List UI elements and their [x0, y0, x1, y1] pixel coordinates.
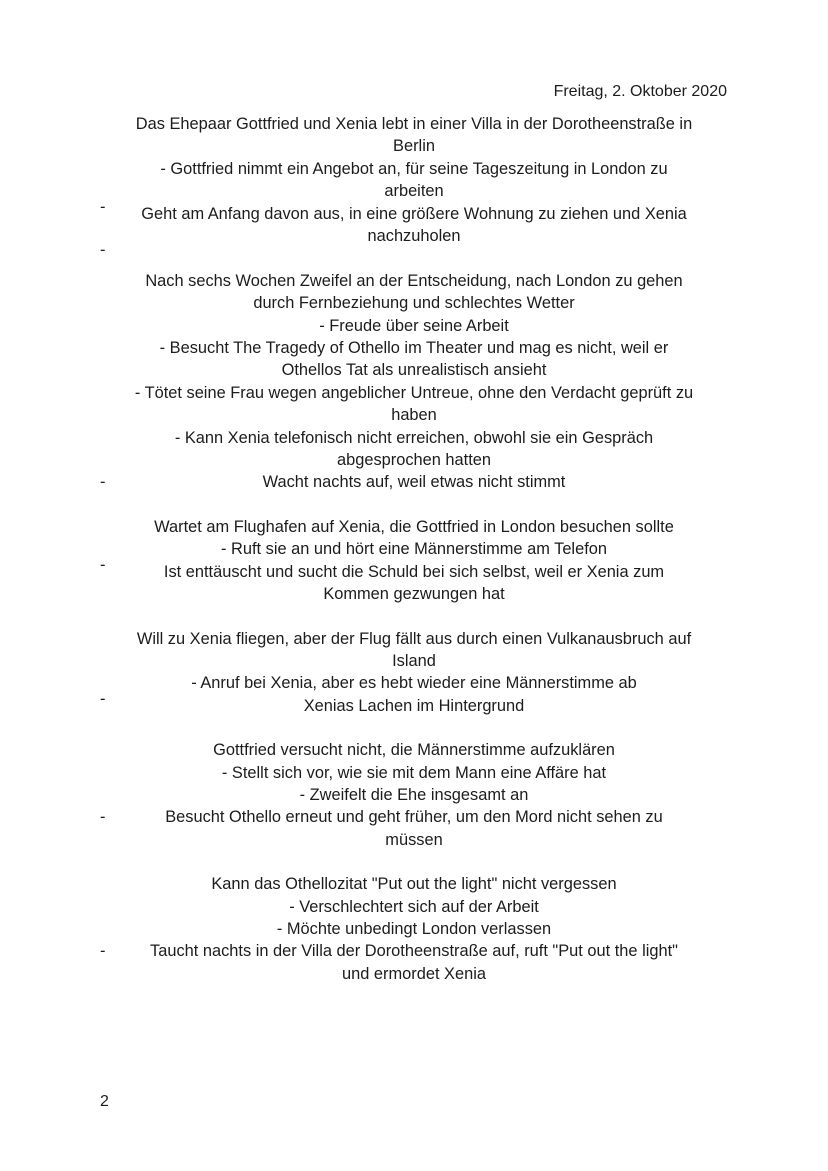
note-line: - Zweifelt die Ehe insgesamt an	[299, 785, 529, 804]
bullet-dash: -	[100, 808, 106, 827]
note-text: Xenias Lachen im Hintergrund	[303, 696, 525, 715]
note-line: - Stellt sich vor, wie sie mit dem Mann eine Affäre hat	[221, 763, 607, 782]
note-line-with-bullet	[100, 555, 728, 583]
bullet-dash: -	[100, 555, 106, 574]
note-line: - Freude über seine Arbeit	[319, 316, 509, 335]
note-line-with-bullet	[100, 471, 728, 493]
bullet-dash: -	[100, 942, 106, 961]
page-number: 2	[100, 1093, 109, 1110]
note-line: - Kann Xenia telefonisch nicht erreichen, obwohl sie ein Gespräch	[174, 428, 654, 447]
document-date: Freitag, 2. Oktober 2020	[553, 83, 727, 100]
note-line: Kommen gezwungen hat	[323, 585, 505, 604]
section-2	[100, 270, 728, 494]
bullet-dash: -	[100, 689, 106, 708]
note-line: - Gottfried nimmt ein Angebot an, für seine Tageszeitung in London zu	[160, 159, 668, 178]
notes-body	[100, 113, 728, 1007]
note-line: Berlin	[393, 137, 435, 156]
empty-bullet-line	[100, 241, 728, 269]
note-line: Das Ehepaar Gottfried und Xenia lebt in einer Villa in der Dorotheenstraße in	[135, 115, 693, 133]
note-line: - Verschlechtert sich auf der Arbeit	[289, 897, 539, 916]
note-line: arbeiten	[384, 182, 444, 201]
note-line-with-bullet	[100, 689, 728, 717]
note-text: Taucht nachts in der Villa der Dorotheenstraße auf, ruft "Put out the light"	[150, 942, 678, 961]
bullet-dash: -	[100, 241, 106, 260]
section-4	[100, 628, 728, 718]
section-5	[100, 739, 728, 851]
bullet-dash: -	[100, 197, 106, 216]
note-line-with-bullet	[100, 806, 728, 828]
note-line-with-bullet	[100, 940, 728, 962]
note-line: müssen	[385, 830, 443, 849]
section-6	[100, 873, 728, 985]
note-line-with-bullet	[100, 197, 728, 225]
note-text: Geht am Anfang davon aus, in eine größere Wohnung zu ziehen und Xenia	[141, 204, 687, 223]
note-line: Othellos Tat als unrealistisch ansieht	[281, 361, 547, 380]
bullet-dash: -	[100, 473, 106, 492]
note-line: Island	[392, 651, 436, 670]
note-line: Gottfried versucht nicht, die Männerstimme aufzuklären	[213, 741, 615, 760]
note-line: durch Fernbeziehung und schlechtes Wetter	[253, 294, 575, 313]
note-line: nachzuholen	[367, 227, 461, 246]
section-1	[100, 113, 728, 270]
note-line: - Besucht The Tragedy of Othello im Theater und mag es nicht, weil er	[159, 339, 669, 358]
note-line: haben	[391, 406, 437, 425]
note-line: Wartet am Flughafen auf Xenia, die Gottfried in London besuchen sollte	[154, 517, 674, 536]
section-3	[100, 516, 728, 606]
note-line: Kann das Othellozitat "Put out the light" nicht vergessen	[211, 875, 617, 894]
note-line: abgesprochen hatten	[336, 451, 491, 470]
note-text: Besucht Othello erneut und geht früher, um den Mord nicht sehen zu	[165, 808, 663, 827]
note-line: Nach sechs Wochen Zweifel an der Entscheidung, nach London zu gehen	[145, 271, 683, 290]
note-line: - Ruft sie an und hört eine Männerstimme am Telefon	[221, 540, 607, 559]
note-line: - Anruf bei Xenia, aber es hebt wieder eine Männerstimme ab	[191, 674, 637, 693]
note-line: - Möchte unbedingt London verlassen	[276, 919, 552, 938]
note-line: - Tötet seine Frau wegen angeblicher Untreue, ohne den Verdacht geprüft zu	[134, 383, 694, 402]
note-text: Ist enttäuscht und sucht die Schuld bei sich selbst, weil er Xenia zum	[163, 562, 665, 581]
note-line: und ermordet Xenia	[342, 964, 486, 983]
note-text: Wacht nachts auf, weil etwas nicht stimmt	[262, 473, 566, 492]
note-line: Will zu Xenia fliegen, aber der Flug fällt aus durch einen Vulkanausbruch auf	[136, 629, 692, 648]
